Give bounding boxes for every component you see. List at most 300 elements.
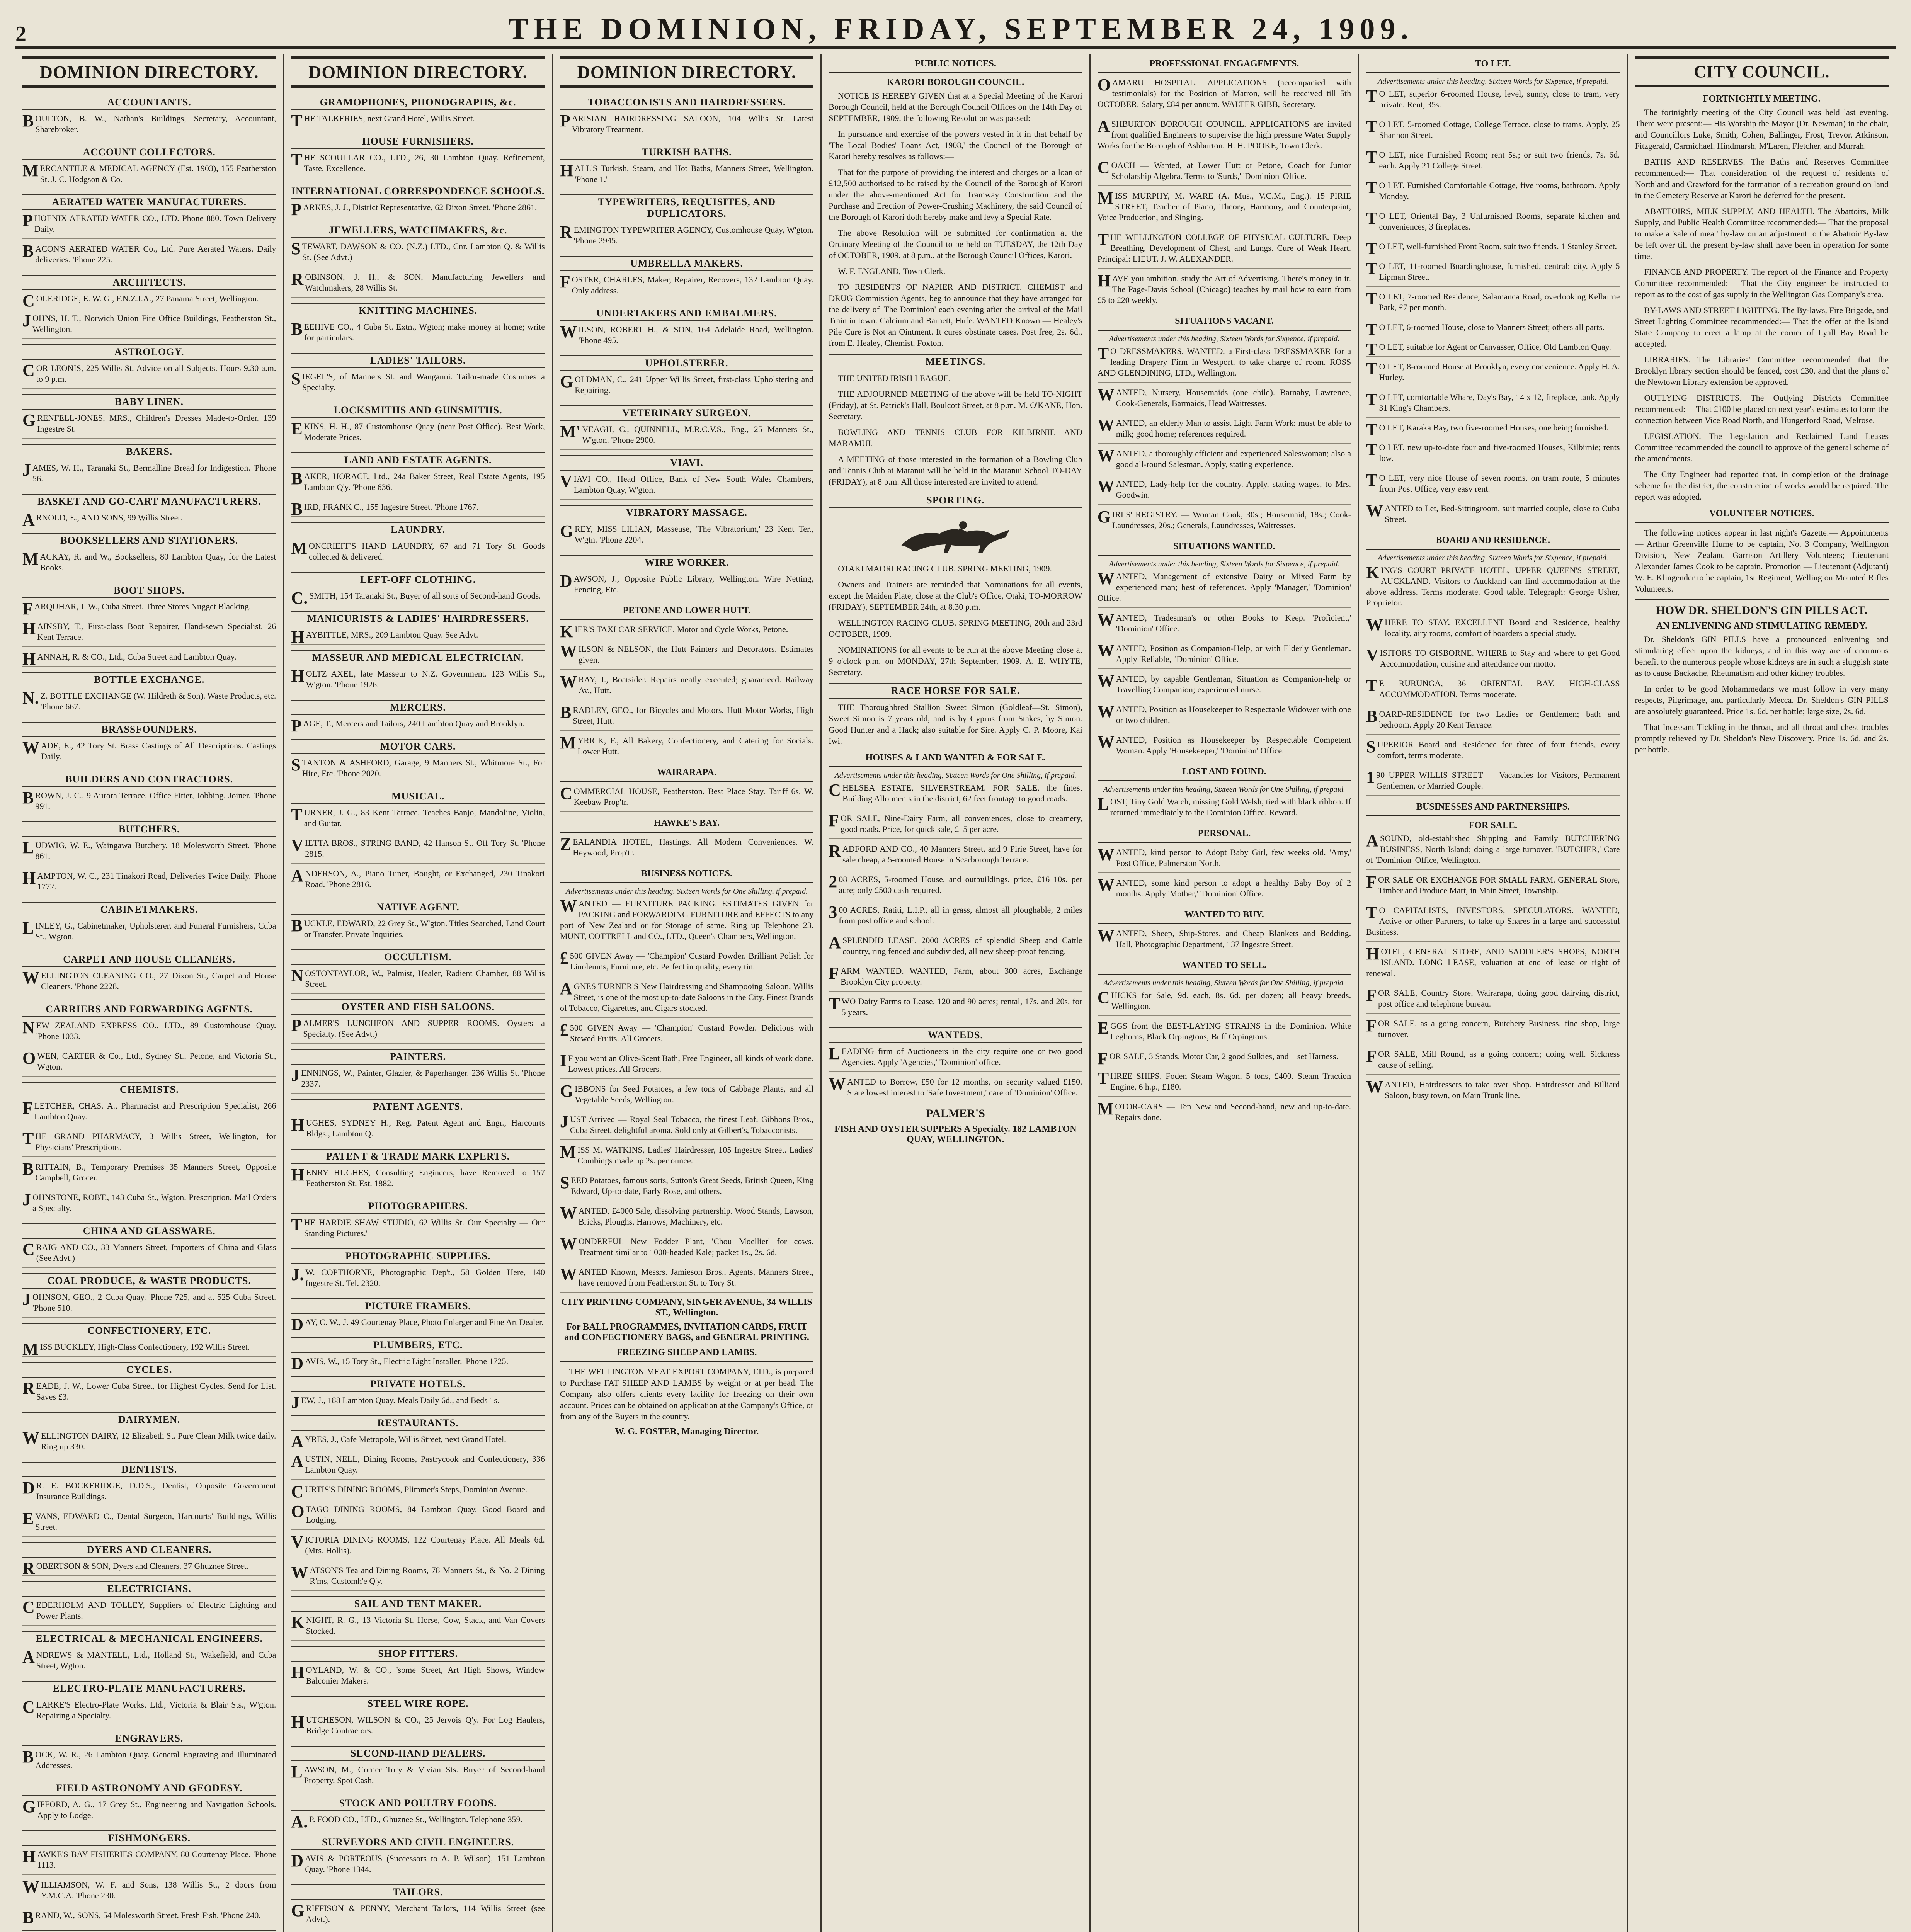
sell-listings (1098, 990, 1351, 1127)
directory-listings (560, 95, 813, 599)
listing-item: WANTED, Hairdressers to take over Shop. Hairdresser and Billiard Saloon, busy town, on Main Trunk line. (1366, 1079, 1620, 1105)
listing-item: COMMERCIAL HOUSE, Featherston. Best Place Stay. Tariff 6s. W. Keebaw Prop'tr. (560, 786, 813, 812)
listing-item: TURNER, J. G., 83 Kent Terrace, Teaches Banjo, Mandoline, Violin, and Guitar. (291, 807, 545, 833)
wairarapa-listings (560, 786, 813, 812)
listing-item: MONCRIEFF'S HAND LAUNDRY, 67 and 71 Tory St. Goods collected & delivered. (291, 541, 545, 566)
section-heading: BASKET AND GO-CART MANUFACTURERS. (22, 494, 276, 509)
section-heading: CONFECTIONERY, ETC. (22, 1323, 276, 1338)
listing-item: TO LET, very nice House of seven rooms, on tram route, 5 minutes from Post Office, very easy rent. (1366, 473, 1620, 498)
section-heading: LEFT-OFF CLOTHING. (291, 572, 545, 587)
listing-item: HAMPTON, W. C., 231 Tinakori Road, Deliveries Twice Daily. 'Phone 1772. (22, 871, 276, 896)
listing-item: THE GRAND PHARMACY, 3 Willis Street, Wellington, for Physicians' Prescriptions. (22, 1131, 276, 1157)
listing-item: WILSON & NELSON, the Hutt Painters and Decorators. Estimates given. (560, 644, 813, 670)
section-heading: MASSEUR AND MEDICAL ELECTRICIAN. (291, 650, 545, 665)
listing-item: ARNOLD, E., AND SONS, 99 Willis Street. (22, 512, 276, 527)
listing-item: ROBINSON, J. H., & SON, Manufacturing Jewellers and Watchmakers, 28 Willis St. (291, 272, 545, 298)
section-heading: LAUNDRY. (291, 522, 545, 537)
listing-item: LOST, Tiny Gold Watch, missing Gold Welsh, tied with black ribbon. If returned immediately to the Dominion Office, Reward. (1098, 796, 1351, 822)
listing-item: ZEALANDIA HOTEL, Hastings. All Modern Conveniences. W. Heywood, Prop'tr. (560, 837, 813, 862)
listing-item: MERCANTILE & MEDICAL AGENCY (Est. 1903), 155 Featherston St. J. C. Hodgson & Co. (22, 163, 276, 189)
listing-item: MISS BUCKLEY, High-Class Confectionery, 192 Willis Street. (22, 1342, 276, 1357)
palmer-heading: PALMER'S (926, 1107, 985, 1120)
section-heading: KNITTING MACHINES. (291, 303, 545, 318)
to-let-listings (1366, 88, 1620, 529)
section-heading: SURVEYORS AND CIVIL ENGINEERS. (291, 1835, 545, 1850)
listing-item: GIBBONS for Seed Potatoes, a few tons of Cabbage Plants, and all Vegetable Seeds, Wellington. (560, 1083, 813, 1109)
vacant-heading: SITUATIONS VACANT. (1098, 315, 1351, 331)
listing-item: LEADING firm of Auctioneers in the city require one or two good Agencies. Apply 'Agencies,' 'Dominion' office. (829, 1046, 1082, 1072)
listing-item: PARKES, J. J., District Representative, 62 Dixon Street. 'Phone 2861. (291, 202, 545, 217)
sporting-notices (829, 563, 1082, 678)
listing-item: WILLIAMSON, W. F. and Sons, 138 Willis St., 2 doors from Y.M.C.A. 'Phone 230. (22, 1879, 276, 1905)
fortnightly-meeting: FORTNIGHTLY MEETING. (1703, 94, 1821, 104)
section-heading: OYSTER AND FISH SALOONS. (291, 999, 545, 1015)
listing-item: CLARKE'S Electro-Plate Works, Ltd., Victoria & Blair Sts., W'gton. Repairing a Specialty. (22, 1699, 276, 1725)
listing-item: OAMARU HOSPITAL. APPLICATIONS (accompanied with testimonials) for the Position of Matron, will be received till 5th OCTOBER. Salary, £84 per annum. WALTER GIBB, Secretary. (1098, 77, 1351, 114)
listing-item: REMINGTON TYPEWRITER AGENCY, Customhouse Quay, W'gton. 'Phone 2945. (560, 224, 813, 250)
listing-item: WANTED, by capable Gentleman, Situation as Companion-help or Travelling Companion; experienced nurse. (1098, 673, 1351, 699)
section-heading: COAL PRODUCE, & WASTE PRODUCTS. (22, 1273, 276, 1289)
section-heading: CARRIERS AND FORWARDING AGENTS. (22, 1002, 276, 1017)
section-heading: TOBACCONISTS AND HAIRDRESSERS. (560, 95, 813, 110)
buy-heading: WANTED TO BUY. (1098, 908, 1351, 924)
listing-item: LAWSON, M., Corner Tory & Vivian Sts. Buyer of Second-hand Property. Spot Cash. (291, 1764, 545, 1790)
listing-item: WANTED — FURNITURE PACKING. ESTIMATES GIVEN for PACKING and FORWARDING FURNITURE and EFFECTS to any port of New Zealand or for Storage of same. Ring up Telephone 23. MUNT, COTTRELL and CO., LTD., Queen's Chambers, Wellington. (560, 898, 813, 946)
section-heading: UMBRELLA MAKERS. (560, 256, 813, 271)
section-heading: ASTROLOGY. (22, 344, 276, 360)
listing-item: The City Engineer had reported that, in completion of the drainage scheme for the district, the construction of works would be required. The report was adopted. (1635, 469, 1889, 502)
section-heading: BABY LINEN. (22, 394, 276, 410)
listing-item: WHERE TO STAY. EXCELLENT Board and Residence, healthy locality, airy rooms, comfort of boarders a special study. (1366, 617, 1620, 643)
listing-item: LEGISLATION. The Legislation and Reclaimed Land Leases Committee recommended the council to approve of the general scheme of the amendments. (1635, 431, 1889, 463)
volunteer-text: The following notices appear in last night's Gazette:— Appointments — Arthur Greenville Hume to be captain, No. 3 Company, Wellington Division, New Zealand Garrison Artillery Volunteers; Lieutenant Alexander James Cook to be captain. Promotion — Lieutenant (Adjutant) W. E. Klingender to be captain, 1st Regiment, Wellington Mounted Rifles Volunteers. (1635, 528, 1889, 594)
listing-item: TO LET, well-furnished Front Room, suit two friends. 1 Stanley Street. (1366, 241, 1620, 256)
listing-item: WANTED, kind person to Adopt Baby Girl, few weeks old. 'Amy,' Post Office, Palmerston North. (1098, 847, 1351, 873)
listing-item: SEED Potatoes, famous sorts, Sutton's Great Seeds, British Queen, King Edward, Up-to-date, Early Rose, and others. (560, 1175, 813, 1201)
page-number: 2 (15, 22, 26, 46)
listing-item: READE, J. W., Lower Cuba Street, for Highest Cycles. Send for List. Saves £3. (22, 1381, 276, 1406)
section-heading: JEWELLERS, WATCHMAKERS, &c. (291, 223, 545, 238)
listing-item: WANTED to Let, Bed-Sittingroom, suit married couple, close to Cuba Street. (1366, 503, 1620, 529)
listing-item: TO LET, nice Furnished Room; rent 5s.; or suit two friends, 7s. 6d. each. Apply 21 College Street. (1366, 150, 1620, 175)
council-report (1635, 107, 1889, 502)
listing-item: WANTED, Lady-help for the country. Apply, stating wages, to Mrs. Goodwin. (1098, 479, 1351, 505)
listing-item: WANTED, an elderly Man to assist Light Farm Work; must be able to milk; good home; references required. (1098, 418, 1351, 444)
business-listings (1366, 833, 1620, 1105)
listing-item: THE HARDIE SHAW STUDIO, 62 Willis St. Our Specialty — Our Standing Pictures.' (291, 1217, 545, 1243)
listing-item: GRIFFISON & PENNY, Merchant Tailors, 114 Willis Street (see Advt.). (291, 1903, 545, 1929)
section-heading: ELECTRO-PLATE MANUFACTURERS. (22, 1681, 276, 1696)
council-title: KARORI BOROUGH COUNCIL. (887, 77, 1024, 87)
palmer-text: FISH AND OYSTER SUPPERS A Specialty. 182 LAMBTON QUAY, WELLINGTON. (834, 1124, 1077, 1145)
sell-subheading: Advertisements under this heading, Sixteen Words for One Shilling, if prepaid. (1103, 979, 1345, 987)
listing-item: GRENFELL-JONES, MRS., Children's Dresses Made-to-Order. 139 Ingestre St. (22, 413, 276, 439)
listing-item: WILSON, ROBERT H., & SON, 164 Adelaide Road, Wellington. 'Phone 495. (560, 324, 813, 350)
listing-item: WANTED Known, Messrs. Jamieson Bros., Agents, Manners Street, have removed from Featherston St. to Tory St. (560, 1267, 813, 1293)
listing-item: PAGE, T., Mercers and Tailors, 240 Lambton Quay and Brooklyn. (291, 718, 545, 733)
listing-item: VIETTA BROS., STRING BAND, 42 Hanson St. Off Tory St. 'Phone 2815. (291, 838, 545, 864)
section-heading: HOUSE FURNISHERS. (291, 134, 545, 149)
wanteds-listings (829, 1046, 1082, 1102)
listing-item: PALMER'S LUNCHEON AND SUPPER ROOMS. Oysters a Specialty. (See Advt.) (291, 1018, 545, 1044)
listing-item: WANTED, Management of extensive Dairy or Mixed Farm by experienced man; best of references. Apply 'Manager,' 'Dominion' Office. (1098, 571, 1351, 608)
board-subheading: Advertisements under this heading, Sixteen Words for Sixpence, if prepaid. (1378, 554, 1608, 562)
listing-item: WANTED, Position as Housekeeper to Respectable Widower with one or two children. (1098, 704, 1351, 730)
listing-item: 300 ACRES, Ratiti, L.I.P., all in grass, almost all ploughable, 2 miles from post office and school. (829, 905, 1082, 930)
sheldon-heading: HOW DR. SHELDON'S GIN PILLS ACT. (1635, 599, 1889, 617)
listing-item: GIRLS' REGISTRY. — Woman Cook, 30s.; Housemaid, 18s.; Cook-Laundresses, 20s.; Generals, Laundresses, Waitresses. (1098, 509, 1351, 535)
listing-item: DR. E. BOCKERIDGE, D.D.S., Dentist, Opposite Government Insurance Buildings. (22, 1480, 276, 1506)
racehorse-icon (893, 514, 1017, 557)
houses-listings (829, 782, 1082, 1022)
section-heading: BOOKSELLERS AND STATIONERS. (22, 533, 276, 548)
section-heading: NATIVE AGENT. (291, 900, 545, 915)
section-heading: MOTOR CARS. (291, 739, 545, 754)
listing-item: EKINS, H. H., 87 Customhouse Quay (near Post Office). Best Work, Moderate Prices. (291, 421, 545, 447)
freezing-heading: FREEZING SHEEP AND LAMBS. (560, 1346, 813, 1362)
listing-item: TWO Dairy Farms to Lease. 120 and 90 acres; rental, 17s. and 20s. for 5 years. (829, 996, 1082, 1022)
section-heading: OCCULTISM. (291, 949, 545, 965)
lost-heading: LOST AND FOUND. (1098, 765, 1351, 781)
listing-item: GIFFORD, A. G., 17 Grey St., Engineering and Navigation Schools. Apply to Lodge. (22, 1799, 276, 1825)
listing-item: BAKER, HORACE, Ltd., 24a Baker Street, Real Estate Agents, 195 Lambton Q'y. 'Phone 636. (291, 471, 545, 497)
paper-title-date: THE DOMINION, FRIDAY, SEPTEMBER 24, 1909. (508, 12, 1414, 46)
section-heading: ARCHITECTS. (22, 275, 276, 290)
listing-item: WANTED, Sheep, Ship-Stores, and Cheap Blankets and Bedding. Hall, Photographic Department, 137 Ingestre Street. (1098, 928, 1351, 954)
listing-item: FOR SALE, 3 Stands, Motor Car, 2 good Sulkies, and 1 set Harness. (1098, 1051, 1351, 1066)
listing-item: BIRD, FRANK C., 155 Ingestre Street. 'Phone 1767. (291, 502, 545, 517)
section-heading: FIELD ASTRONOMY AND GEODESY. (22, 1781, 276, 1796)
listing-item: GREY, MISS LILIAN, Masseuse, 'The Vibratorium,' 23 Kent Ter., W'gtn. 'Phone 2204. (560, 524, 813, 549)
lost-subheading: Advertisements under this heading, Sixteen Words for One Shilling, if prepaid. (1103, 785, 1345, 794)
section-heading: VIAVI. (560, 455, 813, 471)
houses-subheading: Advertisements under this heading, Sixteen Words for One Shilling, if prepaid. (834, 771, 1077, 780)
listing-item: HAWKE'S BAY FISHERIES COMPANY, 80 Courtenay Place. 'Phone 1113. (22, 1849, 276, 1875)
listing-item: VISITORS TO GISBORNE. WHERE to Stay and where to get Good Accommodation, cuisine and attendance our motto. (1366, 648, 1620, 673)
section-heading: DYERS AND CLEANERS. (22, 1542, 276, 1558)
napier-notice: TO RESIDENTS OF NAPIER AND DISTRICT. CHEMIST and DRUG Commission Agents, beg to announce that they have arranged for the delivery of 'The Dominion' each evening after the arrival of the Mail Train in town. Calcium and Barnett, Hufe. WANTED Known — Healey's Pile Cure is Not an Ointment. It cures obstinate cases. Post free, 2s. 6d., from E. Healey, Chemist, Foxton. (829, 282, 1082, 348)
listing-item: KNIGHT, R. G., 13 Victoria St. Horse, Cow, Stack, and Van Covers Stocked. (291, 1615, 545, 1641)
to-let-heading: TO LET. (1366, 57, 1620, 73)
section-heading: SHOP FITTERS. (291, 1646, 545, 1662)
listing-item: TO LET, Karaka Bay, two five-roomed Houses, one being furnished. (1366, 422, 1620, 437)
section-heading: PLUMBERS, ETC. (291, 1337, 545, 1353)
listing-item: THE SCOULLAR CO., LTD., 26, 30 Lambton Quay. Refinement, Taste, Excellence. (291, 152, 545, 178)
listing-item: That for the purpose of providing the interest and charges on a loan of £12,500 authorised to be raised by the Council of the Borough of Karori under the above-mentioned Act for Tramway Construction and the Purchase and Erection of Power-Crushing Machinery, the said Council of the Borough of Karori doth hereby make and levy a Special Rate. (829, 167, 1082, 222)
board-heading: BOARD AND RESIDENCE. (1366, 534, 1620, 550)
racehorse-text: THE Thoroughbred Stallion Sweet Simon (Goldleaf—St. Simon), Sweet Simon is 7 years old, and is by Cyprus from Stakes, by Simon. Good Hunter and a Hack; also suitable for Sire. Apply C. P. Moore, Kai Iwi. (829, 702, 1082, 746)
volunteer-heading: VOLUNTEER NOTICES. (1635, 507, 1889, 523)
public-notices-heading: PUBLIC NOTICES. (829, 57, 1082, 73)
section-heading: MANICURISTS & LADIES' HAIRDRESSERS. (291, 611, 545, 626)
listing-item: BRADLEY, GEO., for Bicycles and Motors. Hutt Motor Works, High Street, Hutt. (560, 705, 813, 731)
listing-item: LINLEY, G., Cabinetmaker, Upholsterer, and Funeral Furnishers, Cuba St., Wgton. (22, 920, 276, 946)
listing-item: TO LET, 11-roomed Boardinghouse, furnished, central; city. Apply 5 Lipman Street. (1366, 261, 1620, 287)
listing-item: NOTICE IS HEREBY GIVEN that at a Special Meeting of the Karori Borough Council, held at the Borough Council Offices on the 14th Day of SEPTEMBER, 1909, the following Resolution was passed:— (829, 91, 1082, 123)
listing-item: JUST Arrived — Royal Seal Tobacco, the finest Leaf. Gibbons Bros., Cuba Street, delightful aroma. Sold only at Gilbert's, Tobacconists. (560, 1114, 813, 1140)
listing-item: HALL'S Turkish, Steam, and Hot Baths, Manners Street, Wellington. 'Phone 1.' (560, 163, 813, 189)
listing-item: VICTORIA DINING ROOMS, 122 Courtenay Place. All Meals 6d. (Mrs. Hollis). (291, 1534, 545, 1560)
section-heading: INTERNATIONAL CORRESPONDENCE SCHOOLS. (291, 184, 545, 199)
listing-item: FINANCE AND PROPERTY. The report of the Finance and Property Committee recommended:— That the City engineer be instructed to report as to the cost of gas supply in the Wellington Gas Company's area. (1635, 267, 1889, 299)
section-heading: TYPEWRITERS, REQUISITES, AND DUPLICATORS. (560, 194, 813, 221)
listing-item: OTAGO DINING ROOMS, 84 Lambton Quay. Good Board and Lodging. (291, 1504, 545, 1530)
listing-item: STANTON & ASHFORD, Garage, 9 Manners St., Whitmore St., For Hire, Etc. 'Phone 2020. (291, 757, 545, 783)
listing-item: NOMINATIONS for all events to be run at the above Meeting close at 9 o'clock p.m. on MONDAY, 27th September, 1909. A. E. WHYTE, Secretary. (829, 645, 1082, 677)
listing-item: MISS M. WATKINS, Ladies' Hairdresser, 105 Ingestre Street. Ladies' Combings made up 2s. per ounce. (560, 1145, 813, 1170)
for-sale-subheading: FOR SALE. (1469, 820, 1517, 830)
directory-listings (291, 95, 545, 1932)
listing-item: GOLDMAN, C., 241 Upper Willis Street, first-class Upholstering and Repairing. (560, 374, 813, 400)
section-heading: PATENT & TRADE MARK EXPERTS. (291, 1149, 545, 1164)
column-directory-1 (15, 54, 284, 1932)
listing-item: WRAY, J., Boatsider. Repairs neatly executed; guaranteed. Railway Av., Hutt. (560, 674, 813, 700)
listing-item: WANTED, Position as Housekeeper by Respectable Competent Woman. Apply 'Housekeeper,' 'Dominion' Office. (1098, 735, 1351, 760)
listing-item: HANNAH, R. & CO., Ltd., Cuba Street and Lambton Quay. (22, 651, 276, 667)
sheldon-text (1635, 634, 1889, 755)
listing-item: Dr. Sheldon's GIN PILLS have a pronounced enlivening and stimulating effect upon the kidneys, and in this way are of enormous benefit to the numerous people whose kidneys are in such a sluggish state as to cause Backache, Rheumatism and other kidney troubles. (1635, 634, 1889, 678)
column-city-council (1628, 54, 1896, 1932)
listing-item: 208 ACRES, 5-roomed House, and outbuildings, price, £16 10s. per acre; only £500 cash required. (829, 874, 1082, 900)
listing-item: OUTLYING DISTRICTS. The Outlying Districts Committee recommended:— That £100 be placed on next year's estimates to form the connection between Vice Road North, and Hungerford Road, Melrose. (1635, 393, 1889, 425)
listing-item: NEW ZEALAND EXPRESS CO., LTD., 89 Customhouse Quay. 'Phone 1033. (22, 1020, 276, 1046)
section-heading: PHOTOGRAPHERS. (291, 1199, 545, 1214)
listing-item: JOHNSTONE, ROBT., 143 Cuba St., Wgton. Prescription, Mail Orders a Specialty. (22, 1192, 276, 1218)
listing-item: BOULTON, B. W., Nathan's Buildings, Secretary, Accountant, Sharebroker. (22, 113, 276, 139)
listing-item: FOR SALE, Nine-Dairy Farm, all conveniences, close to creamery, good roads. Price, for quick sale, £15 per acre. (829, 813, 1082, 839)
listing-item: TO LET, 7-roomed Residence, Salamanca Road, overlooking Kelburne Park, £7 per month. (1366, 291, 1620, 317)
listing-item: ASPLENDID LEASE. 2000 ACRES of splendid Sheep and Cattle country, ring fenced and subdivided, all new sheep-proof fencing. (829, 935, 1082, 961)
listing-item: AYRES, J., Cafe Metropole, Willis Street, next Grand Hotel. (291, 1434, 545, 1449)
listing-item: EVANS, EDWARD C., Dental Surgeon, Harcourts' Buildings, Willis Street. (22, 1511, 276, 1537)
listing-item: BY-LAWS AND STREET LIGHTING. The By-laws, Fire Brigade, and Street Lighting Committee recommended:— That the offer of the Island State Company to erect a lamp at the corner of Lyall Bay Road be accepted. (1635, 305, 1889, 349)
listing-item: PARISIAN HAIRDRESSING SALOON, 104 Willis St. Latest Vibratory Treatment. (560, 113, 813, 139)
wanted-heading: SITUATIONS WANTED. (1098, 540, 1351, 556)
listing-item: KIER'S TAXI CAR SERVICE. Motor and Cycle Works, Petone. (560, 624, 813, 639)
listing-item: BOCK, W. R., 26 Lambton Quay. General Engraving and Illuminated Addresses. (22, 1749, 276, 1775)
listing-item: THE WELLINGTON COLLEGE OF PHYSICAL CULTURE. Deep Breathing, Development of Chest, and Lungs. Cure of Weak Heart. Principal: LIEUT. J. W. ALEXANDER. (1098, 232, 1351, 269)
listing-item: OWEN, CARTER & Co., Ltd., Sydney St., Petone, and Victoria St., Wgton. (22, 1051, 276, 1077)
listing-item: HAYBITTLE, MRS., 209 Lambton Quay. See Advt. (291, 629, 545, 645)
listing-item: TE RURUNGA, 36 ORIENTAL BAY. HIGH-CLASS ACCOMMODATION. Terms moderate. (1366, 678, 1620, 704)
listing-item: ASOUND, old-established Shipping and Family BUTCHERING BUSINESS, North Island; doing a large turnover. 'BUTCHER,' Care of 'Dominion' Office, Wellington. (1366, 833, 1620, 870)
listing-item: VIAVI CO., Head Office, Bank of New South Wales Chambers, Lambton Quay, W'gton. (560, 474, 813, 500)
section-heading: CHEMISTS. (22, 1082, 276, 1097)
section-heading: ENGRAVERS. (22, 1731, 276, 1746)
personal-heading: PERSONAL. (1098, 827, 1351, 843)
listing-item: N.Z. BOTTLE EXCHANGE (W. Hildreth & Son). Waste Products, etc. 'Phone 667. (22, 690, 276, 716)
masthead (15, 12, 1896, 49)
section-heading: BOTTLE EXCHANGE. (22, 672, 276, 687)
listing-item: ANDERSON, A., Piano Tuner, Bought, or Exchanged, 230 Tinakori Road. 'Phone 2816. (291, 868, 545, 894)
listing-item: TO LET, superior 6-roomed House, level, sunny, close to tram, very private. Rent, 35s. (1366, 88, 1620, 114)
freezing-signature: W. G. FOSTER, Managing Director. (614, 1427, 759, 1437)
listing-item: FOR SALE OR EXCHANGE FOR SMALL FARM. GENERAL Store, Timber and Produce Mart, in Main Street, Township. (1366, 874, 1620, 900)
listing-item: WANTED, Tradesman's or other Books to Keep. 'Proficient,' 'Dominion' Office. (1098, 612, 1351, 638)
listing-item: TO DRESSMAKERS. WANTED, a First-class DRESSMAKER for a leading Drapery Firm in Westport, to take charge of room. ROSS AND GLENDINING, LTD., Wellington. (1098, 346, 1351, 383)
section-heading: LOCKSMITHS AND GUNSMITHS. (291, 403, 545, 418)
section-heading: ELECTRICIANS. (22, 1581, 276, 1597)
listing-item: FARM WANTED. WANTED, Farm, about 300 acres, Exchange Brooklyn City property. (829, 966, 1082, 992)
listing-item: THE ADJOURNED MEETING of the above will be held TO-NIGHT (Friday), at St. Patrick's Hall, Boulcott Street, at 8 p.m. M. O'KANE, Hon. Secretary. (829, 389, 1082, 421)
section-heading: DENTISTS. (22, 1462, 276, 1477)
professional-listings (1098, 77, 1351, 310)
listing-item: TO LET, 8-roomed House at Brooklyn, every convenience. Apply H. A. Hurley. (1366, 361, 1620, 387)
vacant-subheading: Advertisements under this heading, Sixteen Words for Sixpence, if prepaid. (1109, 335, 1340, 343)
listing-item: In order to be good Mohammedans we must follow in very many respects, Pilgrimage, and particularly Mecca. Dr. Sheldon's GIN PILLS are absolutely guaranteed. Price 1s. 6d. per bottle; large size, 2s. 6d. (1635, 684, 1889, 716)
business-heading: BUSINESS NOTICES. (560, 867, 813, 883)
listing-item: NOSTONTAYLOR, W., Palmist, Healer, Radient Chamber, 88 Willis Street. (291, 968, 545, 994)
listing-item: £500 GIVEN Away — 'Champion' Custard Powder. Delicious with Stewed Fruits. All Grocers. (560, 1022, 813, 1048)
racehorse-heading: RACE HORSE FOR SALE. (829, 683, 1082, 699)
listing-item: Owners and Trainers are reminded that Nominations for all events, except the Maiden Plate, close at the Club's Office, Otaki, TO-MORROW (FRIDAY), SEPTEMBER 24th, at 8.30 p.m. (829, 580, 1082, 612)
sell-heading: WANTED TO SELL. (1098, 959, 1351, 975)
professional-heading: PROFESSIONAL ENGAGEMENTS. (1098, 57, 1351, 73)
business-partnerships-heading: BUSINESSES AND PARTNERSHIPS. (1366, 800, 1620, 816)
listing-item: ANDREWS & MANTELL, Ltd., Holland St., Wakefield, and Cuba Street, Wgton. (22, 1650, 276, 1675)
listing-item: MOTOR-CARS — Ten New and Second-hand, new and up-to-date. Repairs done. (1098, 1101, 1351, 1127)
section-heading: TAILORS. (291, 1884, 545, 1900)
listing-item: WANTED, some kind person to adopt a healthy Baby Boy of 2 months. Apply 'Mother,' 'Dominion' Office. (1098, 878, 1351, 903)
listing-item: WANTED to Borrow, £50 for 12 months, on security valued £150. State lowest interest to 'Safe Investment,' care of 'Dominion' Office. (829, 1077, 1082, 1102)
business-subheading: Advertisements under this heading, Sixteen Words for One Shilling, if prepaid. (566, 887, 808, 896)
listing-item: FOR SALE, Mill Round, as a going concern; doing well. Sickness cause of selling. (1366, 1049, 1620, 1075)
section-heading: RESTAURANTS. (291, 1415, 545, 1431)
petone-heading: PETONE AND LOWER HUTT. (560, 604, 813, 620)
listing-item: A.P. FOOD CO., LTD., Ghuznee St., Wellington. Telephone 359. (291, 1814, 545, 1829)
listing-item: That Incessant Tickling in the throat, and all throat and chest troubles promptly relieved by Dr. Sheldon's New Discovery. Price 1s. 6d. and 2s. per bottle. (1635, 722, 1889, 754)
section-heading: ACCOUNT COLLECTORS. (22, 145, 276, 160)
listing-item: JENNINGS, W., Painter, Glazier, & Paperhanger. 236 Willis St. 'Phone 2337. (291, 1068, 545, 1094)
listing-item: CITY PRINTING COMPANY, SINGER AVENUE, 34 WILLIS ST., Wellington. (561, 1297, 812, 1318)
listing-item: WANTED, Nursery, Housemaids (one child). Barnaby, Lawrence, Cook-Generals, Barmaids, Head Waitresses. (1098, 387, 1351, 413)
listing-item: BOARD-RESIDENCE for two Ladies or Gentlemen; bath and bedroom. Apply 20 Kent Terrace. (1366, 709, 1620, 735)
listing-item: The fortnightly meeting of the City Council was held last evening. There were present:— His Worship the Mayor (Dr. Newman) in the chair, and Councillors Luke, Smith, Cohen, Ballinger, Frost, Trevor, Atkinson, Fitzgerald, Carmichael, Hindmarsh, M'Laren, Fletcher, and Murrah. (1635, 107, 1889, 151)
listing-item: JEW, J., 188 Lambton Quay. Meals Daily 6d., and Beds 1s. (291, 1395, 545, 1410)
section-heading: DAIRYMEN. (22, 1412, 276, 1427)
meetings-heading: MEETINGS. (829, 354, 1082, 369)
listing-item: COR LEONIS, 225 Willis St. Advice on all Subjects. Hours 9.30 a.m. to 9 p.m. (22, 363, 276, 389)
listing-item: PHOENIX AERATED WATER CO., LTD. Phone 880. Town Delivery Daily. (22, 213, 276, 239)
city-printing-ad (560, 1297, 813, 1343)
listing-item: BUCKLE, EDWARD, 22 Grey St., W'gton. Titles Searched, Land Court or Transfer. Private Inquiries. (291, 918, 545, 944)
listing-item: MYRICK, F., All Bakery, Confectionery, and Catering for Socials. Lower Hutt. (560, 735, 813, 761)
listing-item: ROBERTSON & SON, Dyers and Cleaners. 37 Ghuznee Street. (22, 1561, 276, 1576)
listing-item: WELLINGTON RACING CLUB. SPRING MEETING, 20th and 23rd OCTOBER, 1909. (829, 618, 1082, 639)
listing-item: JOHNSON, GEO., 2 Cuba Quay. 'Phone 725, and at 525 Cuba Street. 'Phone 510. (22, 1292, 276, 1318)
listing-item: WATSON'S Tea and Dining Rooms, 78 Manners St., & No. 2 Dining R'ms, Customh'e Q'y. (291, 1565, 545, 1591)
meetings-notices (829, 372, 1082, 487)
hawkes-heading: HAWKE'S BAY. (560, 816, 813, 833)
listing-item: WANTED, a thoroughly efficient and experienced Saleswoman; also a good all-round Salesman. Apply, stating experience. (1098, 448, 1351, 474)
section-heading: BAKERS. (22, 444, 276, 459)
section-heading: PRIVATE HOTELS. (291, 1376, 545, 1392)
personal-listings (1098, 847, 1351, 903)
listing-item: FOR SALE, as a going concern, Butchery Business, fine shop, large turnover. (1366, 1018, 1620, 1044)
listing-item: MACKAY, R. and W., Booksellers, 80 Lambton Quay, for the Latest Books. (22, 551, 276, 577)
column-directory-2 (284, 54, 553, 1932)
wanted-listings (1098, 571, 1351, 760)
newspaper-columns (15, 54, 1896, 1932)
section-heading: MUSICAL. (291, 789, 545, 804)
listing-item: HOYLAND, W. & CO., 'some Street, Art High Shows, Window Balconier Makers. (291, 1665, 545, 1690)
listing-item: M'VEAGH, C., QUINNELL, M.R.C.V.S., Eng., 25 Manners St., W'gton. 'Phone 2900. (560, 424, 813, 450)
city-council-heading: CITY COUNCIL. (1635, 56, 1889, 87)
listing-item: RADFORD AND CO., 40 Manners Street, and 9 Pirie Street, have for sale cheap, a 5-roomed House in Scarborough Terrace. (829, 844, 1082, 869)
column-heading: DOMINION DIRECTORY. (291, 56, 545, 88)
listing-item: WADE, E., 42 Tory St. Brass Castings of All Descriptions. Castings Daily. (22, 740, 276, 766)
listing-item: JOHNS, H. T., Norwich Union Fire Office Buildings, Featherston St., Wellington. (22, 313, 276, 339)
listing-item: CRAIG AND CO., 33 Manners Street, Importers of China and Glass (See Advt.) (22, 1242, 276, 1268)
listing-item: TO LET, new up-to-date four and five-roomed Houses, Kilbirnie; rents low. (1366, 442, 1620, 468)
section-heading: SAIL AND TENT MAKER. (291, 1596, 545, 1612)
section-heading: BRASSFOUNDERS. (22, 722, 276, 737)
section-heading: PHOTOGRAPHIC SUPPLIES. (291, 1248, 545, 1264)
listing-item: HUTCHESON, WILSON & CO., 25 Jervois Q'y. For Log Haulers, Bridge Contractors. (291, 1714, 545, 1740)
section-heading: VETERINARY SURGEON. (560, 405, 813, 421)
listing-item: BRAND, W., SONS, 54 Molesworth Street. Fresh Fish. 'Phone 240. (22, 1910, 276, 1925)
listing-item: KING'S COURT PRIVATE HOTEL, UPPER QUEEN'S STREET, AUCKLAND. Visitors to Auckland can find accommodation at the above address. Terms moderate. Good table. Telegraph: George Usher, Proprietor. (1366, 565, 1620, 612)
listing-item: SUPERIOR Board and Residence for three of four friends, every comfort, terms moderate. (1366, 739, 1620, 765)
listing-item: JAMES, W. H., Taranaki St., Bermalline Bread for Indigestion. 'Phone 56. (22, 463, 276, 488)
freezing-text: THE WELLINGTON MEAT EXPORT COMPANY, LTD., is prepared to Purchase FAT SHEEP AND LAMBS by weight or at per head. The Company also offers clients every facility for freezing on their own account. Prices can be obtained on application at the Company's Office, or from any of the Buyers in the country. (560, 1367, 814, 1421)
vacant-listings (1098, 346, 1351, 535)
listing-item: LIBRARIES. The Libraries' Committee recommended that the Brooklyn library section should be fenced, cost £30, and that the plans of the Newtown Library extension be approved. (1635, 355, 1889, 387)
wanteds-heading: WANTEDS. (829, 1027, 1082, 1043)
section-heading: STEEL WIRE ROPE. (291, 1696, 545, 1711)
council-notice (829, 90, 1082, 277)
listing-item: FOSTER, CHARLES, Maker, Repairer, Recovers, 132 Lambton Quay. Only address. (560, 274, 813, 300)
listing-item: For BALL PROGRAMMES, INVITATION CARDS, FRUIT and CONFECTIONERY BAGS, and GENERAL PRINTING. (564, 1322, 809, 1342)
section-heading (22, 1930, 276, 1932)
listing-item: TO LET, 6-roomed House, close to Manners Street; others all parts. (1366, 322, 1620, 337)
section-heading: PAINTERS. (291, 1049, 545, 1065)
listing-item: WELLINGTON CLEANING CO., 27 Dixon St., Carpet and House Cleaners. 'Phone 2228. (22, 970, 276, 996)
listing-item: The above Resolution will be submitted for confirmation at the Ordinary Meeting of the Council to be held on TUESDAY, the 12th Day of OCTOBER, 1909, at 8 p.m., at the Borough Council Offices, Karori. (829, 228, 1082, 260)
listing-item: HOLTZ AXEL, late Masseur to N.Z. Government. 123 Willis St., W'gton. 'Phone 1926. (291, 668, 545, 694)
listing-item: SIEGEL'S, of Manners St. and Wanganui. Tailor-made Costumes a Specialty. (291, 371, 545, 397)
section-heading: PATENT AGENTS. (291, 1099, 545, 1114)
buy-listings (1098, 928, 1351, 954)
listing-item: 190 UPPER WILLIS STREET — Vacancies for Visitors, Permanent Gentlemen, or Married Couple. (1366, 770, 1620, 796)
listing-item: BOWLING AND TENNIS CLUB FOR KILBIRNIE AND MARAMUI. (829, 427, 1082, 448)
listing-item: DAY, C. W., J. 49 Courtenay Place, Photo Enlarger and Fine Art Dealer. (291, 1317, 545, 1332)
listing-item: IF you want an Olive-Scent Bath, Free Engineer, all kinds of work done. Lowest prices. All Grocers. (560, 1053, 813, 1079)
listing-item: OTAKI MAORI RACING CLUB. SPRING MEETING, 1909. (838, 564, 1052, 573)
listing-item: WANTED, Position as Companion-Help, or with Elderly Gentleman. Apply 'Reliable,' 'Dominion' Office. (1098, 643, 1351, 669)
listing-item: C.SMITH, 154 Taranaki St., Buyer of all sorts of Second-hand Goods. (291, 590, 545, 605)
section-heading: ELECTRICAL & MECHANICAL ENGINEERS. (22, 1631, 276, 1646)
section-heading: MERCERS. (291, 700, 545, 715)
listing-item: FARQUHAR, J. W., Cuba Street. Three Stores Nugget Blacking. (22, 601, 276, 616)
listing-item: CHICKS for Sale, 9d. each, 8s. 6d. per dozen; all heavy breeds. Wellington. (1098, 990, 1351, 1016)
listing-item: HENRY HUGHES, Consulting Engineers, have Removed to 157 Featherston St. Est. 1882. (291, 1167, 545, 1193)
sporting-heading: SPORTING. (829, 493, 1082, 508)
sheldon-subheading: AN ENLIVENING AND STIMULATING REMEDY. (1656, 621, 1867, 631)
listing-item: THE UNITED IRISH LEAGUE. (838, 373, 951, 383)
section-heading: GRAMOPHONES, PHONOGRAPHS, &c. (291, 95, 545, 110)
listing-item: FLETCHER, CHAS. A., Pharmacist and Prescription Specialist, 266 Lambton Quay. (22, 1100, 276, 1126)
section-heading: STOCK AND POULTRY FOODS. (291, 1796, 545, 1811)
listing-item: BROWN, J. C., 9 Aurora Terrace, Office Fitter, Jobbing, Joiner. 'Phone 991. (22, 790, 276, 816)
listing-item: CEDERHOLM AND TOLLEY, Suppliers of Electric Lighting and Power Plants. (22, 1600, 276, 1626)
section-heading: SECOND-HAND DEALERS. (291, 1746, 545, 1761)
listing-item: MISS MURPHY, M. WARE (A. Mus., V.C.M., Eng.). 15 PIRIE STREET, Teacher of Piano, Theory, Harmony, and Counterpoint, Voice Production, and Singing. (1098, 190, 1351, 227)
listing-item: THREE SHIPS. Foden Steam Wagon, 5 tons, £400. Steam Traction Engine, 6 h.p., £180. (1098, 1071, 1351, 1097)
section-heading: UNDERTAKERS AND EMBALMERS. (560, 306, 813, 321)
listing-item: WANTED, £4000 Sale, dissolving partnership. Wood Stands, Lawson, Bricks, Ploughs, Harrows, Machinery, etc. (560, 1206, 813, 1231)
listing-item: TO LET, 5-roomed Cottage, College Terrace, close to trams. Apply, 25 Shannon Street. (1366, 119, 1620, 145)
